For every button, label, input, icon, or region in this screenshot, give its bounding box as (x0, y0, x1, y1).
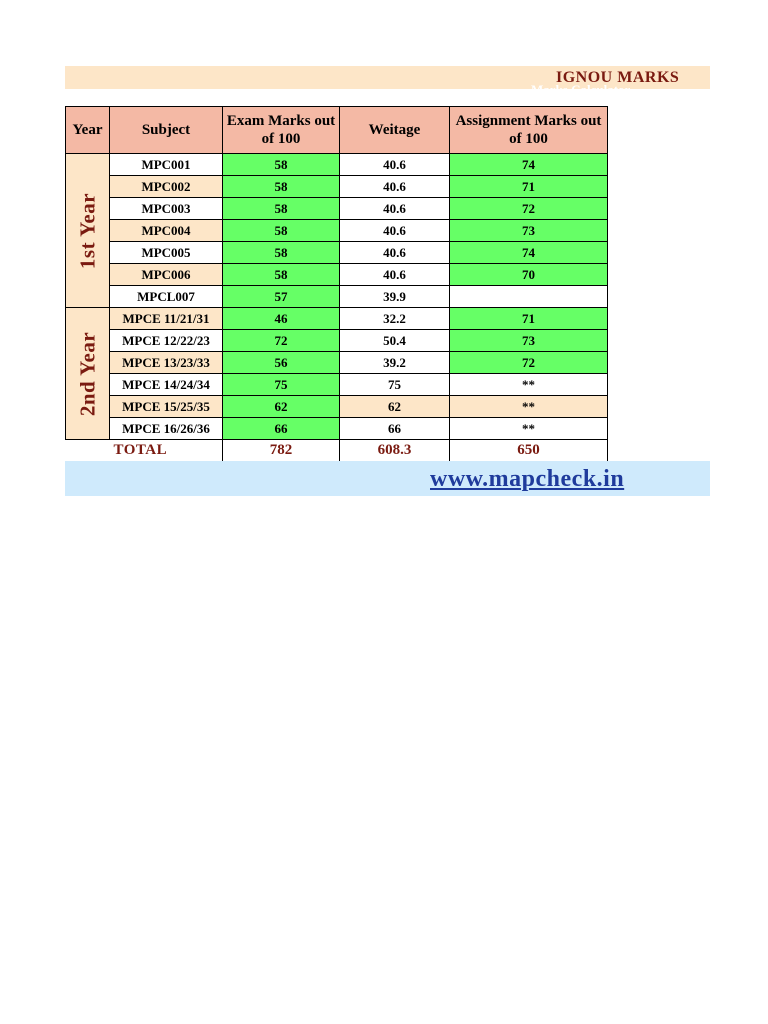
table-row (66, 198, 608, 220)
table-row (66, 220, 608, 242)
exam-cell[interactable]: 58 (223, 176, 340, 198)
header-subject: Subject (110, 107, 223, 154)
table-row (66, 286, 608, 308)
year-text-second: 2nd Year (75, 331, 99, 416)
assignment-cell[interactable]: 73 (450, 330, 608, 352)
subject-cell: MPC002 (110, 176, 223, 198)
table-row (66, 242, 608, 264)
exam-cell[interactable]: 62 (223, 396, 340, 418)
header-assignment-marks: Assignment Marks out of 100 (450, 107, 608, 154)
exam-cell[interactable]: 66 (223, 418, 340, 440)
assignment-cell[interactable]: 71 (450, 308, 608, 330)
subject-cell: MPC004 (110, 220, 223, 242)
assignment-cell[interactable]: ** (450, 418, 608, 440)
subject-cell: MPC006 (110, 264, 223, 286)
weitage-cell: 40.6 (340, 176, 450, 198)
website-band (65, 461, 710, 496)
header-exam-marks: Exam Marks out of 100 (223, 107, 340, 154)
subject-cell: MPCE 13/23/33 (110, 352, 223, 374)
assignment-cell[interactable]: 73 (450, 220, 608, 242)
weitage-cell: 39.2 (340, 352, 450, 374)
table-row (66, 154, 608, 176)
marks-table (65, 106, 608, 462)
subject-cell: MPCE 15/25/35 (110, 396, 223, 418)
assignment-cell[interactable]: 74 (450, 242, 608, 264)
subject-cell: MPC001 (110, 154, 223, 176)
table-row (66, 396, 608, 418)
weitage-cell: 39.9 (340, 286, 450, 308)
table-row (66, 352, 608, 374)
exam-cell[interactable]: 72 (223, 330, 340, 352)
header-row (66, 107, 608, 154)
total-spacer (66, 440, 110, 462)
header-year: Year (66, 107, 110, 154)
subject-cell: MPCE 12/22/23 (110, 330, 223, 352)
exam-cell[interactable]: 58 (223, 220, 340, 242)
assignment-cell[interactable]: 70 (450, 264, 608, 286)
weitage-cell: 40.6 (340, 154, 450, 176)
exam-cell[interactable]: 58 (223, 198, 340, 220)
weitage-cell: 50.4 (340, 330, 450, 352)
exam-cell[interactable]: 58 (223, 242, 340, 264)
weitage-cell: 32.2 (340, 308, 450, 330)
exam-cell[interactable]: 57 (223, 286, 340, 308)
subject-cell: MPCE 11/21/31 (110, 308, 223, 330)
table-row (66, 418, 608, 440)
year-label-first (66, 154, 110, 308)
exam-cell[interactable]: 75 (223, 374, 340, 396)
total-weitage: 608.3 (340, 440, 450, 462)
exam-cell[interactable]: 46 (223, 308, 340, 330)
weitage-cell: 66 (340, 418, 450, 440)
title-band (65, 66, 710, 97)
assignment-cell[interactable]: 72 (450, 198, 608, 220)
table-row (66, 176, 608, 198)
assignment-cell[interactable]: ** (450, 374, 608, 396)
subject-cell: MPC003 (110, 198, 223, 220)
page-title: IGNOU MARKS (556, 69, 680, 86)
weitage-cell: 40.6 (340, 198, 450, 220)
assignment-cell[interactable] (450, 286, 608, 308)
subject-cell: MPC005 (110, 242, 223, 264)
weitage-cell: 40.6 (340, 220, 450, 242)
weitage-cell: 75 (340, 374, 450, 396)
exam-cell[interactable]: 58 (223, 264, 340, 286)
website-link[interactable]: www.mapcheck.in (430, 466, 625, 492)
exam-cell[interactable]: 58 (223, 154, 340, 176)
total-row (66, 440, 608, 462)
weitage-cell: 62 (340, 396, 450, 418)
subject-cell: MPCE 16/26/36 (110, 418, 223, 440)
year-label-second (66, 308, 110, 440)
total-label: TOTAL (113, 442, 168, 459)
weitage-cell: 40.6 (340, 264, 450, 286)
total-assignment: 650 (450, 440, 608, 462)
subject-cell: MPCE 14/24/34 (110, 374, 223, 396)
table-row (66, 374, 608, 396)
assignment-cell[interactable]: 72 (450, 352, 608, 374)
subject-cell: MPCL007 (110, 286, 223, 308)
exam-cell[interactable]: 56 (223, 352, 340, 374)
page-subtitle: Marks Calculator (531, 82, 631, 97)
year-text-first: 1st Year (75, 192, 99, 269)
assignment-cell[interactable]: 74 (450, 154, 608, 176)
table-row (66, 308, 608, 330)
total-exam: 782 (223, 440, 340, 462)
table-row (66, 264, 608, 286)
weitage-cell: 40.6 (340, 242, 450, 264)
assignment-cell[interactable]: ** (450, 396, 608, 418)
assignment-cell[interactable]: 71 (450, 176, 608, 198)
header-weitage: Weitage (340, 107, 450, 154)
table-row (66, 330, 608, 352)
